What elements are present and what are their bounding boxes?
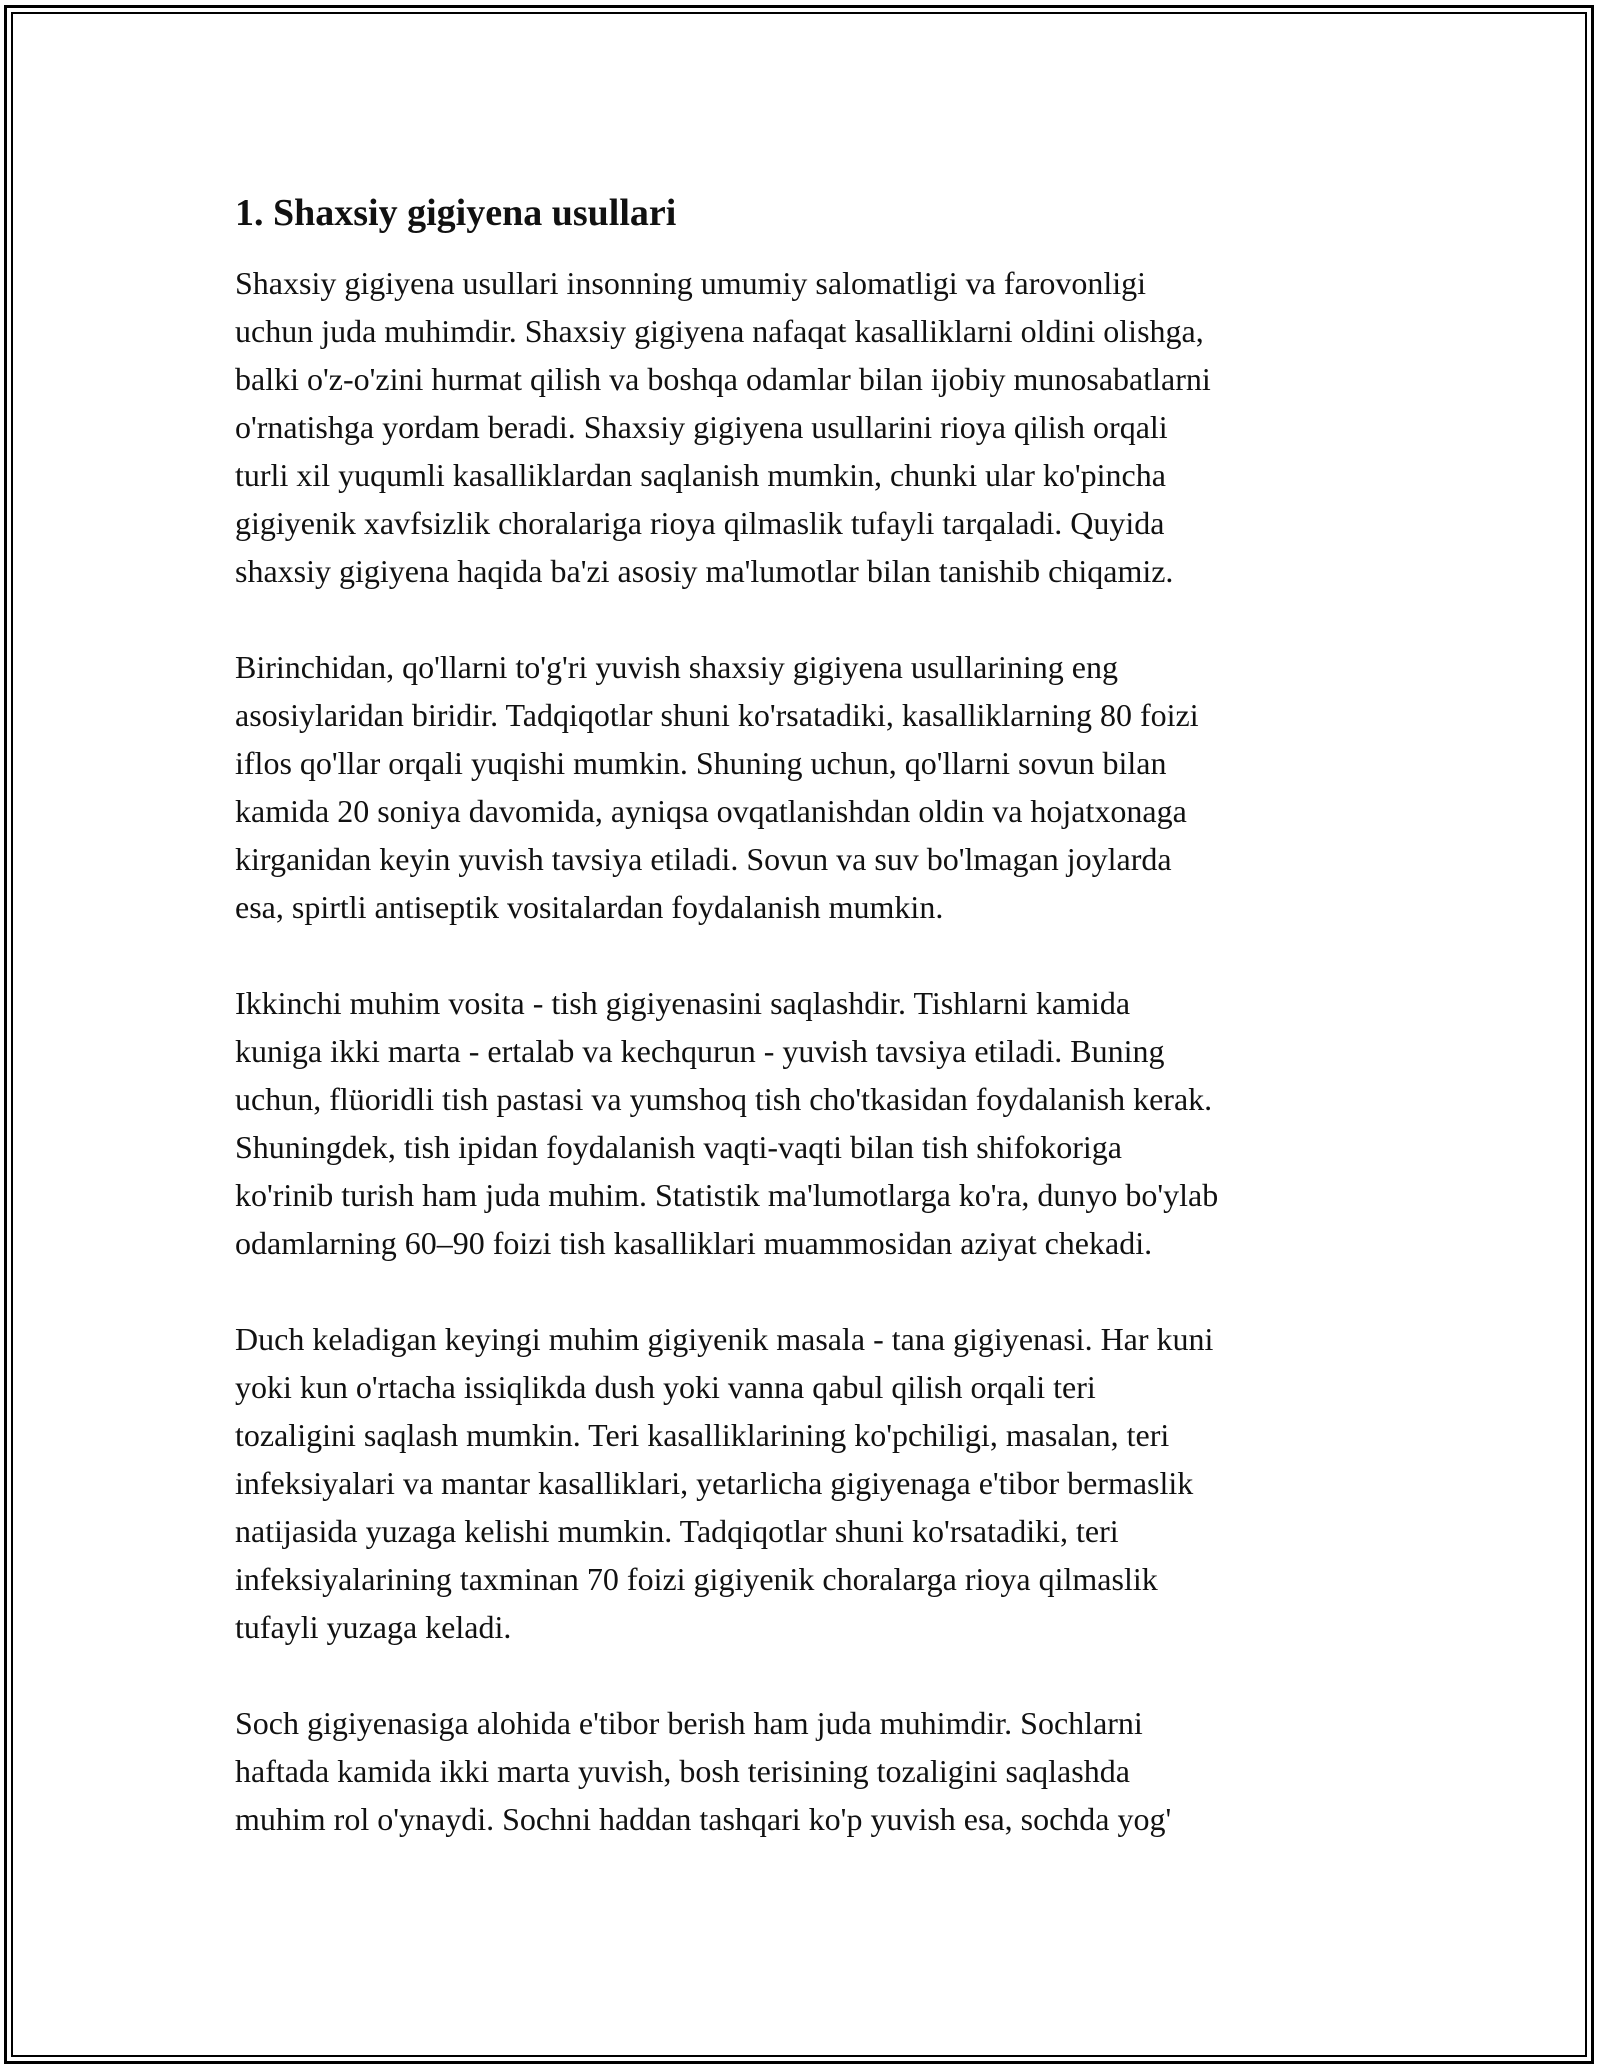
text-line: balki o'z-o'zini hurmat qilish va boshqa odamlar bilan ijobiy munosabatlarni	[235, 361, 1211, 397]
paragraph-intro	[235, 259, 1370, 595]
text-line: iflos qo'llar orqali yuqishi mumkin. Shuning uchun, qo'llarni sovun bilan	[235, 745, 1167, 781]
text-line: haftada kamida ikki marta yuvish, bosh terisining tozaligini saqlashda	[235, 1753, 1130, 1789]
text-line: ko'rinib turish ham juda muhim. Statistik ma'lumotlarga ko'ra, dunyo bo'ylab	[235, 1177, 1219, 1213]
text-line: Shuningdek, tish ipidan foydalanish vaqti-vaqti bilan tish shifokoriga	[235, 1129, 1122, 1165]
text-line: muhim rol o'ynaydi. Sochni haddan tashqari ko'p yuvish esa, sochda yog'	[235, 1801, 1172, 1837]
document-body	[235, 188, 1370, 1891]
text-line: kamida 20 soniya davomida, ayniqsa ovqatlanishdan oldin va hojatxonaga	[235, 793, 1187, 829]
text-line: esa, spirtli antiseptik vositalardan foydalanish mumkin.	[235, 889, 944, 925]
text-line: uchun juda muhimdir. Shaxsiy gigiyena nafaqat kasalliklarni oldini olishga,	[235, 313, 1204, 349]
text-line: gigiyenik xavfsizlik choralariga rioya qilmaslik tufayli tarqaladi. Quyida	[235, 505, 1165, 541]
text-line: Birinchidan, qo'llarni to'g'ri yuvish shaxsiy gigiyena usullarining eng	[235, 649, 1118, 685]
text-line: tufayli yuzaga keladi.	[235, 1609, 512, 1645]
text-line: o'rnatishga yordam beradi. Shaxsiy gigiyena usullarini rioya qilish orqali	[235, 409, 1168, 445]
text-line: infeksiyalarining taxminan 70 foizi gigiyenik choralarga rioya qilmaslik	[235, 1561, 1158, 1597]
text-line: natijasida yuzaga kelishi mumkin. Tadqiqotlar shuni ko'rsatadiki, teri	[235, 1513, 1119, 1549]
text-line: Duch keladigan keyingi muhim gigiyenik masala - tana gigiyenasi. Har kuni	[235, 1321, 1214, 1357]
text-line: turli xil yuqumli kasalliklardan saqlanish mumkin, chunki ular ko'pincha	[235, 457, 1166, 493]
text-line: kirganidan keyin yuvish tavsiya etiladi. Sovun va suv bo'lmagan joylarda	[235, 841, 1172, 877]
text-line: shaxsiy gigiyena haqida ba'zi asosiy ma'lumotlar bilan tanishib chiqamiz.	[235, 553, 1174, 589]
text-line: uchun, flüoridli tish pastasi va yumshoq tish cho'tkasidan foydalanish kerak.	[235, 1081, 1213, 1117]
text-line: Ikkinchi muhim vosita - tish gigiyenasini saqlashdir. Tishlarni kamida	[235, 985, 1131, 1021]
paragraph-dental-hygiene	[235, 979, 1370, 1267]
text-line: kuniga ikki marta - ertalab va kechqurun - yuvish tavsiya etiladi. Buning	[235, 1033, 1165, 1069]
text-line: yoki kun o'rtacha issiqlikda dush yoki vanna qabul qilish orqali teri	[235, 1369, 1096, 1405]
section-heading: 1. Shaxsiy gigiyena usullari	[235, 192, 677, 234]
text-line: Soch gigiyenasiga alohida e'tibor berish ham juda muhimdir. Sochlarni	[235, 1705, 1143, 1741]
text-line: Shaxsiy gigiyena usullari insonning umumiy salomatligi va farovonligi	[235, 265, 1147, 301]
paragraph-hand-washing	[235, 643, 1370, 931]
paragraph-body-hygiene	[235, 1315, 1370, 1651]
text-line: asosiylaridan biridir. Tadqiqotlar shuni ko'rsatadiki, kasalliklarning 80 foizi	[235, 697, 1199, 733]
paragraph-hair-hygiene	[235, 1699, 1370, 1843]
text-line: infeksiyalari va mantar kasalliklari, yetarlicha gigiyenaga e'tibor bermaslik	[235, 1465, 1194, 1501]
text-line: odamlarning 60–90 foizi tish kasalliklari muammosidan aziyat chekadi.	[235, 1225, 1153, 1261]
text-line: tozaligini saqlash mumkin. Teri kasalliklarining ko'pchiligi, masalan, teri	[235, 1417, 1170, 1453]
